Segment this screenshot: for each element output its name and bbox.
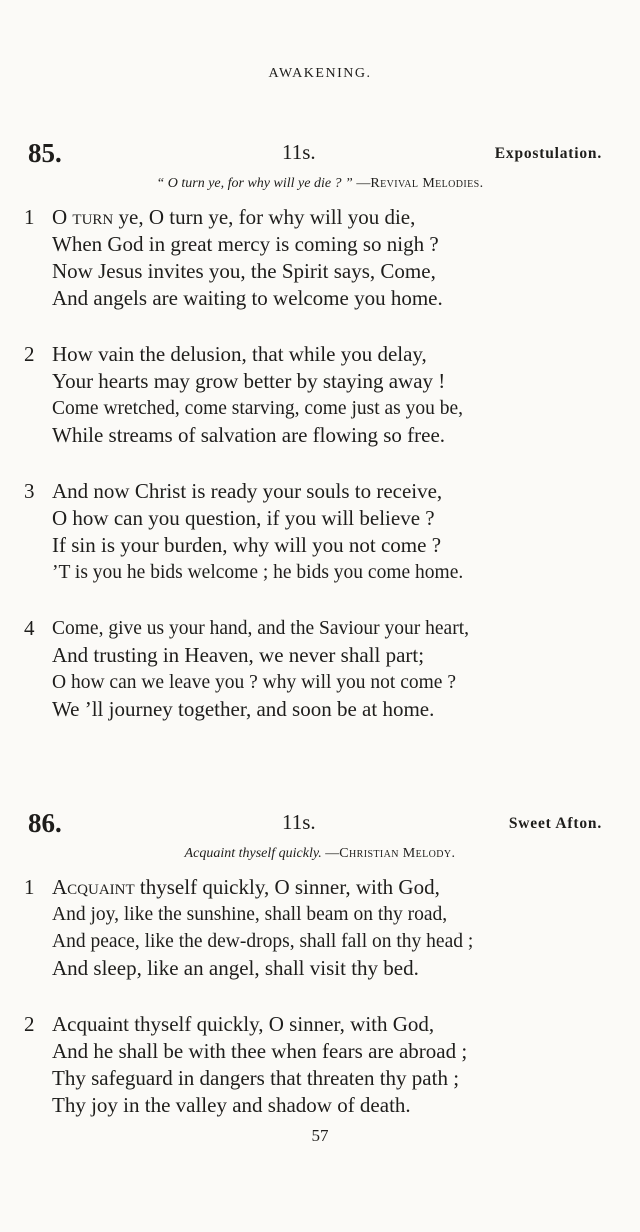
attribution-dash: — (321, 846, 340, 861)
stanza (0, 204, 640, 312)
verse-line: And joy, like the sunshine, shall beam on thy road, (52, 904, 448, 925)
verse-first-words: Acquaint (52, 875, 135, 899)
hymn-meter: 11s. (282, 810, 316, 834)
verse-line: And he shall be with thee when fears are abroad ; (52, 1039, 468, 1063)
verse-line: While streams of salvation are flowing so free. (52, 423, 446, 447)
running-head: AWAKENING. (268, 66, 372, 81)
hymn-header (0, 808, 640, 842)
verse-line: Your hearts may grow better by staying away ! (52, 369, 446, 393)
stanza-number: 1 (24, 875, 35, 899)
verse-line-rest: ye, O turn ye, for why will you die, (113, 205, 416, 229)
verse-line: When God in great mercy is coming so nigh ? (52, 232, 439, 256)
stanza-number: 4 (24, 616, 35, 640)
verse-line: And peace, like the dew-drops, shall fall on thy head ; (52, 931, 474, 952)
hymn-tune: Sweet Afton. (508, 815, 602, 832)
verse-line: And trusting in Heaven, we never shall part; (52, 643, 425, 667)
verse-line (0, 204, 640, 231)
verse-line: Now Jesus invites you, the Spirit says, Come, (52, 259, 436, 283)
hymn-header (0, 138, 640, 172)
stanza (0, 874, 640, 982)
hymn-meter: 11s. (282, 140, 316, 164)
attribution-epigraph: Acquaint thyself quickly. (184, 846, 322, 861)
verse-line: How vain the delusion, that while you delay, (52, 342, 427, 366)
attribution-source: Revival Melodies. (370, 176, 484, 191)
verse-line: If sin is your burden, why will you not come ? (52, 533, 442, 557)
stanza-number: 2 (24, 342, 35, 366)
hymn-number: 86. (28, 808, 62, 838)
verse-first-words: O turn (52, 205, 114, 229)
page-number: 57 (311, 1126, 329, 1145)
hymn-attribution (0, 176, 640, 192)
attribution-source: Christian Melody. (339, 846, 456, 861)
hymn-tune: Expostulation. (494, 145, 602, 162)
stanza (0, 341, 640, 449)
verse-line-rest: thyself quickly, O sinner, with God, (134, 875, 440, 899)
stanza (0, 478, 640, 586)
attribution-epigraph: “ O turn ye, for why will ye die ? ” (156, 176, 353, 191)
verse-line: And sleep, like an angel, shall visit thy bed. (52, 956, 419, 980)
verse-line: ’T is you he bids welcome ; he bids you come home. (52, 562, 464, 583)
hymn-number: 85. (28, 138, 62, 168)
hymn-attribution (0, 846, 640, 862)
stanza (0, 615, 640, 723)
verse-line: O how can we leave you ? why will you not come ? (52, 672, 456, 693)
verse-line: Thy joy in the valley and shadow of death. (52, 1093, 411, 1117)
stanza-number: 3 (24, 479, 35, 503)
verse-line: O how can you question, if you will believe ? (52, 506, 435, 530)
hymn-86 (0, 808, 640, 1148)
stanza (0, 1011, 640, 1119)
hymn-85 (0, 138, 640, 752)
stanza-number: 1 (24, 205, 35, 229)
verse-line: Acquaint thyself quickly, O sinner, with God, (52, 1012, 435, 1036)
verse-line (0, 874, 640, 901)
verse-line: And now Christ is ready your souls to receive, (52, 479, 443, 503)
stanza-number: 2 (24, 1012, 35, 1036)
verse-line: Thy safeguard in dangers that threaten thy path ; (52, 1066, 460, 1090)
verse-line: Come wretched, come starving, come just as you be, (52, 398, 464, 419)
verse-line: We ’ll journey together, and soon be at home. (52, 697, 435, 721)
attribution-dash: — (352, 176, 371, 191)
verse-line: Come, give us your hand, and the Saviour your heart, (52, 618, 469, 639)
verse-line: And angels are waiting to welcome you home. (52, 286, 443, 310)
